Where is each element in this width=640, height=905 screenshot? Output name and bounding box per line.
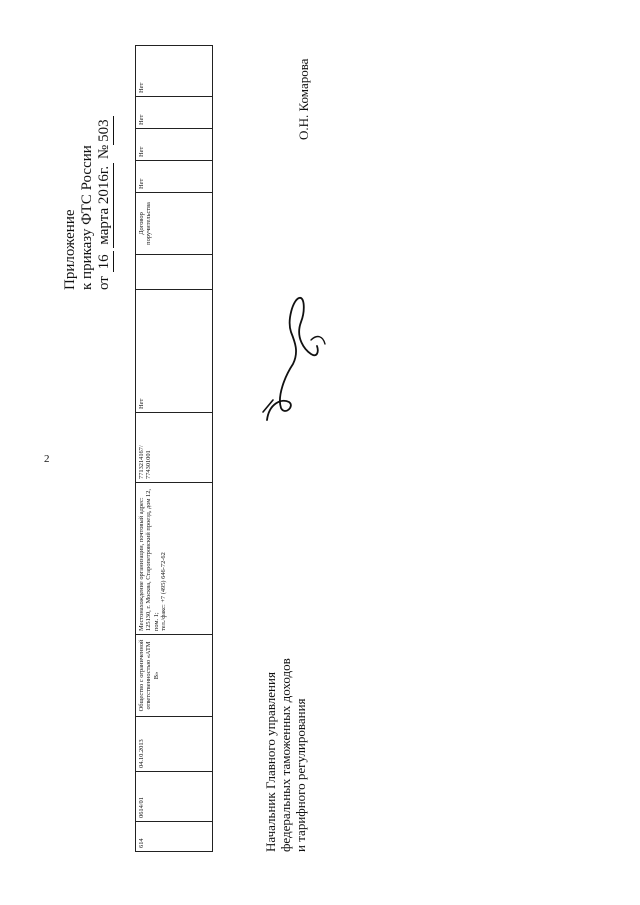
- from-label: от: [96, 276, 112, 290]
- cell-branches: Нет: [136, 290, 213, 413]
- appendix-title: Приложение: [62, 209, 78, 290]
- signatory-name: О.Н. Комарова: [296, 58, 311, 140]
- appendix-header: [62, 30, 114, 290]
- order-number: 503: [96, 116, 114, 145]
- cell-date: 04.10.2013: [136, 717, 213, 772]
- position-line-1: Начальник Главного управления: [263, 672, 278, 852]
- position-line-3: и тарифного регулирования: [293, 698, 308, 852]
- cell-guarantee: Договор поручительства: [136, 193, 213, 255]
- cell-flag-3: Нет: [136, 97, 213, 129]
- cell-flag-2: Нет: [136, 129, 213, 161]
- signatory-position: [263, 622, 308, 852]
- table-row: [136, 46, 213, 852]
- cell-address: [136, 483, 213, 635]
- handwritten-signature: [255, 292, 335, 432]
- position-line-2: федеральных таможенных доходов: [278, 658, 293, 852]
- cell-empty: [136, 255, 213, 290]
- cell-number: 614: [136, 822, 213, 852]
- cell-inn-kpp: 7713214167/ 774301001: [136, 413, 213, 483]
- appendix-order-ref: к приказу ФТС России: [79, 145, 95, 290]
- order-month-year: марта 2016г.: [96, 163, 114, 248]
- order-day: 16: [96, 251, 114, 272]
- page-number: 2: [44, 453, 50, 465]
- cell-flag-4: Нет: [136, 46, 213, 97]
- cell-flag-1: Нет: [136, 161, 213, 193]
- address-text: Местонахождение организации, почтовый адрес: 125130, г. Москва, Старопетровский проезд, дом 12, пом. 1;: [138, 488, 160, 631]
- number-label: №: [96, 144, 112, 160]
- registry-table: [135, 46, 213, 852]
- cell-organization: Общество с ограниченной ответственностью «АТМ В»: [136, 635, 213, 717]
- cell-reg-number: 0614/01: [136, 772, 213, 822]
- appendix-date-line: [96, 30, 114, 290]
- phone-text: тел./факс: +7 (495) 646-72-62: [160, 552, 168, 631]
